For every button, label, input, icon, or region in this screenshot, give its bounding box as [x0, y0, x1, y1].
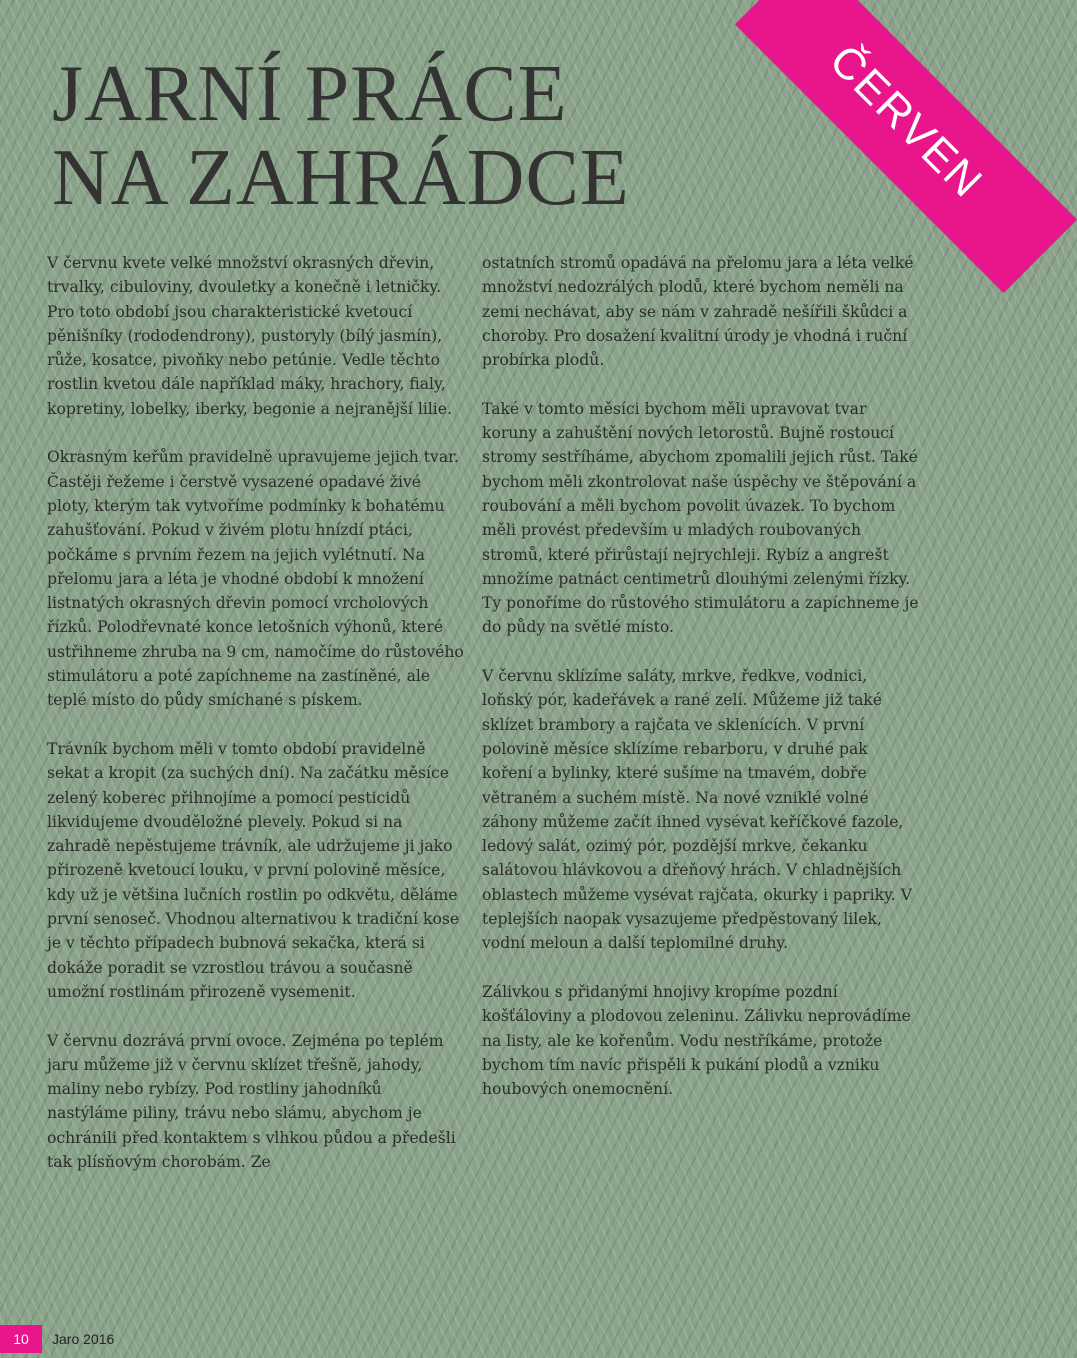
article-column-right [482, 251, 922, 1126]
title-line-1: JARNÍ PRÁCE [52, 50, 568, 138]
paragraph-flowering: V červnu kvete velké množství okrasných dřevin, trvalky, cibuloviny, dvouletky a konečně i letničky. Pro toto období jsou charakteristické kvetoucí pěnišníky (rododendrony), pustoryly (bílý jasmín), růže, kosatce, pivoňky nebo petúnie. Vedle těchto rostlin kvetou dále například máky, hrachory, fialy, kopretiny, lobelky, iberky, begonie a nejranější lilie. [47, 254, 452, 418]
title-line-2: NA ZAHRÁDCE [52, 134, 630, 222]
paragraph-fruit-continued: ostatních stromů opadává na přelomu jara a léta velké množství nedozrálých plodů, které bychom neměli na zemi nechávat, aby se nám v zahradě nešířili škůdci a choroby. Pro dosažení kvalitní úrody je vhodná i ruční probírka plodů. [482, 254, 914, 370]
paragraph-shrubs: Okrasným keřům pravidelně upravujeme jejich tvar. Častěji řežeme i čerstvě vysazené opadavé živé ploty, kterým tak vytvoříme podmínky k bohatému zahušťování. Pokud v živém plotu hnízdí ptáci, počkáme s prvním řezem na jejich vylétnutí. Na přelomu jara a léta je vhodné období k množení listnatých okrasných dřevin pomocí vrcholových řízků. Polodřevnaté konce letošních výhonů, které ustřihneme zhruba na 9 cm, namočíme do růstového stimulátoru a poté zapíchneme na zastíněné, ale teplé místo do půdy smíchané s pískem. [47, 448, 464, 710]
page-footer [0, 1325, 114, 1353]
paragraph-lawn: Trávník bychom měli v tomto období pravidelně sekat a kropit (za suchých dní). Na začátku měsíce zelený koberec přihnojíme a pomocí pesticidů likvidujeme dvouděložné plevely. Pokud si na zahradě nepěstujeme trávník, ale udržujeme ji jako přirozeně kvetoucí louku, v první polovině měsíce, kdy už je většina lučních rostlin po odkvětu, děláme první senoseč. Vhodnou alternativou k tradiční kose je v těchto případech bubnová sekačka, která si dokáže poradit se vzrostlou trávou a současně umožní rostlinám přirozeně vysemenit. [47, 739, 460, 1001]
paragraph-fruit: V červnu dozrává první ovoce. Zejména po teplém jaru můžeme již v červnu sklízet třešně, jahody, maliny nebo rybízy. Pod rostliny jahodníků nastýláme piliny, trávu nebo slámu, abychom je ochránili před kontaktem s vlhkou půdou a předešli tak plísňovým chorobám. Ze [47, 1031, 456, 1171]
article-column-left [47, 251, 467, 1199]
issue-label: Jaro 2016 [52, 1331, 115, 1347]
paragraph-watering: Zálivkou s přidanými hnojivy kropíme pozdní košťáloviny a plodovou zeleninu. Zálivku neprovádíme na listy, ale ke kořenům. Vodu nestříkáme, protože bychom tím navíc přispěli k pukání plodů a vzniku houbových onemocnění. [482, 982, 911, 1099]
paragraph-trees: Také v tomto měsíci bychom měli upravovat tvar koruny a zahuštění nových letorostů. Bujně rostoucí stromy sestříháme, abychom zpomalili jejich růst. Také bychom měli zkontrolovat naše úspěchy ve štěpování a roubování a měli bychom povolit úvazek. To bychom měli provést především u mladých roubovaných stromů, které přirůstají nejrychleji. Rybíz a angrešt množíme patnáct centimetrů dlouhými zelenými řízky. Ty ponoříme do růstového stimulátoru a zapíchneme je do půdy na světlé místo. [482, 399, 919, 637]
month-corner-banner [710, 0, 993, 250]
page-title [52, 52, 630, 220]
paragraph-vegetables: V červnu sklízíme saláty, mrkve, ředkve, vodnici, loňský pór, kadeřávek a rané zelí. Můžeme již také sklízet brambory a rajčata ve sklenících. V první polovině měsíce sklízíme rebarboru, v druhé pak koření a bylinky, které sušíme na tmavém, dobře větraném a suchém místě. Na nové vzniklé volné záhony můžeme začít ihned vysévat keříčkové fazole, ledový salát, ozimý pór, pozdější mrkve, čekanku salátovou hlávkovou a dřeňový hrách. V chladnějších oblastech můžeme vysévat rajčata, okurky i papriky. V teplejších naopak vysazujeme předpěstovaný lilek, vodní meloun a další teplomilné druhy. [482, 667, 912, 953]
page-number: 10 [0, 1325, 42, 1353]
month-banner-label: ČERVEN [735, 0, 1077, 293]
